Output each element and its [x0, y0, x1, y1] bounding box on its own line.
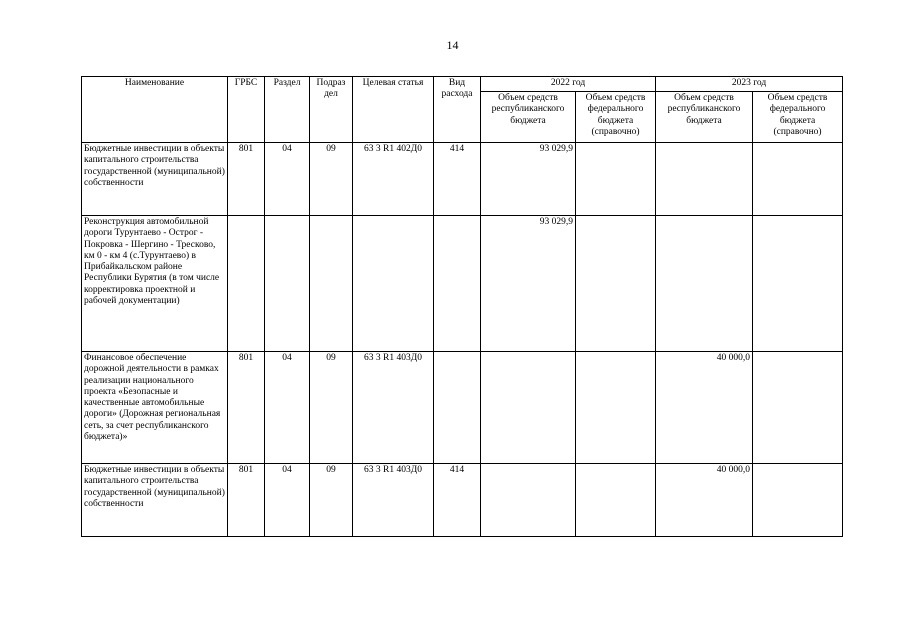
header-year-2022: 2022 год: [481, 77, 656, 92]
cell-fed-2023: [753, 216, 843, 352]
cell-rep-2023: 40 000,0: [656, 352, 753, 464]
cell-fed-2023: [753, 464, 843, 537]
cell-name: Реконструкция автомобильной дороги Турунтаево - Острог - Покровка - Шергино - Тресково, км 0 - км 4 (с.Турунтаево) в Прибайкальском районе Республики Бурятия (в том числе корректировка проектной и рабочей документации): [82, 216, 228, 352]
header-vid: Вид расхода: [434, 77, 481, 143]
cell-grbs: 801: [228, 143, 265, 216]
cell-rep-2022: 93 029,9: [481, 216, 576, 352]
page-number: 14: [446, 38, 459, 52]
cell-razdel: [265, 216, 310, 352]
cell-razdel: 04: [265, 143, 310, 216]
cell-rep-2022: 93 029,9: [481, 143, 576, 216]
cell-vid: [434, 352, 481, 464]
table-row: [82, 143, 843, 216]
cell-fed-2022: [576, 464, 656, 537]
cell-name: Бюджетные инвестиции в объекты капитального строительства государственной (муниципальной) собственности: [82, 143, 228, 216]
cell-target: 63 3 R1 402Д0: [353, 143, 434, 216]
cell-podrazdel: [310, 216, 353, 352]
cell-grbs: [228, 216, 265, 352]
cell-vid: 414: [434, 143, 481, 216]
header-fed-2023: Объем средств федерального бюджета (справочно): [753, 92, 843, 143]
header-razdel: Раздел: [265, 77, 310, 143]
header-rep-2022: Объем средств республиканского бюджета: [481, 92, 576, 143]
cell-fed-2022: [576, 216, 656, 352]
cell-fed-2022: [576, 352, 656, 464]
table-row: [82, 216, 843, 352]
cell-rep-2022: [481, 464, 576, 537]
cell-rep-2023: [656, 143, 753, 216]
cell-rep-2022: [481, 352, 576, 464]
cell-podrazdel: 09: [310, 352, 353, 464]
header-grbs: ГРБС: [228, 77, 265, 143]
table-row: [82, 464, 843, 537]
table-row: [82, 352, 843, 464]
header-target: Целевая статья: [353, 77, 434, 143]
cell-fed-2023: [753, 143, 843, 216]
cell-name: Бюджетные инвестиции в объекты капитального строительства государственной (муниципальной) собственности: [82, 464, 228, 537]
cell-grbs: 801: [228, 464, 265, 537]
cell-razdel: 04: [265, 464, 310, 537]
cell-name: Финансовое обеспечение дорожной деятельности в рамках реализации национального проекта «Безопасные и качественные автомобильные дороги» (Дорожная региональная сеть, за счет республиканского бюджета)»: [82, 352, 228, 464]
cell-vid: 414: [434, 464, 481, 537]
cell-razdel: 04: [265, 352, 310, 464]
cell-target: [353, 216, 434, 352]
header-podrazdel: Подраз дел: [310, 77, 353, 143]
cell-podrazdel: 09: [310, 143, 353, 216]
header-fed-2022: Объем средств федерального бюджета (справочно): [576, 92, 656, 143]
header-year-2023: 2023 год: [656, 77, 843, 92]
cell-target: 63 3 R1 403Д0: [353, 352, 434, 464]
cell-target: 63 3 R1 403Д0: [353, 464, 434, 537]
cell-vid: [434, 216, 481, 352]
cell-grbs: 801: [228, 352, 265, 464]
cell-fed-2022: [576, 143, 656, 216]
budget-table: [81, 76, 843, 537]
cell-rep-2023: [656, 216, 753, 352]
header-name: Наименование: [82, 77, 228, 143]
cell-fed-2023: [753, 352, 843, 464]
cell-podrazdel: 09: [310, 464, 353, 537]
cell-rep-2023: 40 000,0: [656, 464, 753, 537]
header-rep-2023: Объем средств республиканского бюджета: [656, 92, 753, 143]
